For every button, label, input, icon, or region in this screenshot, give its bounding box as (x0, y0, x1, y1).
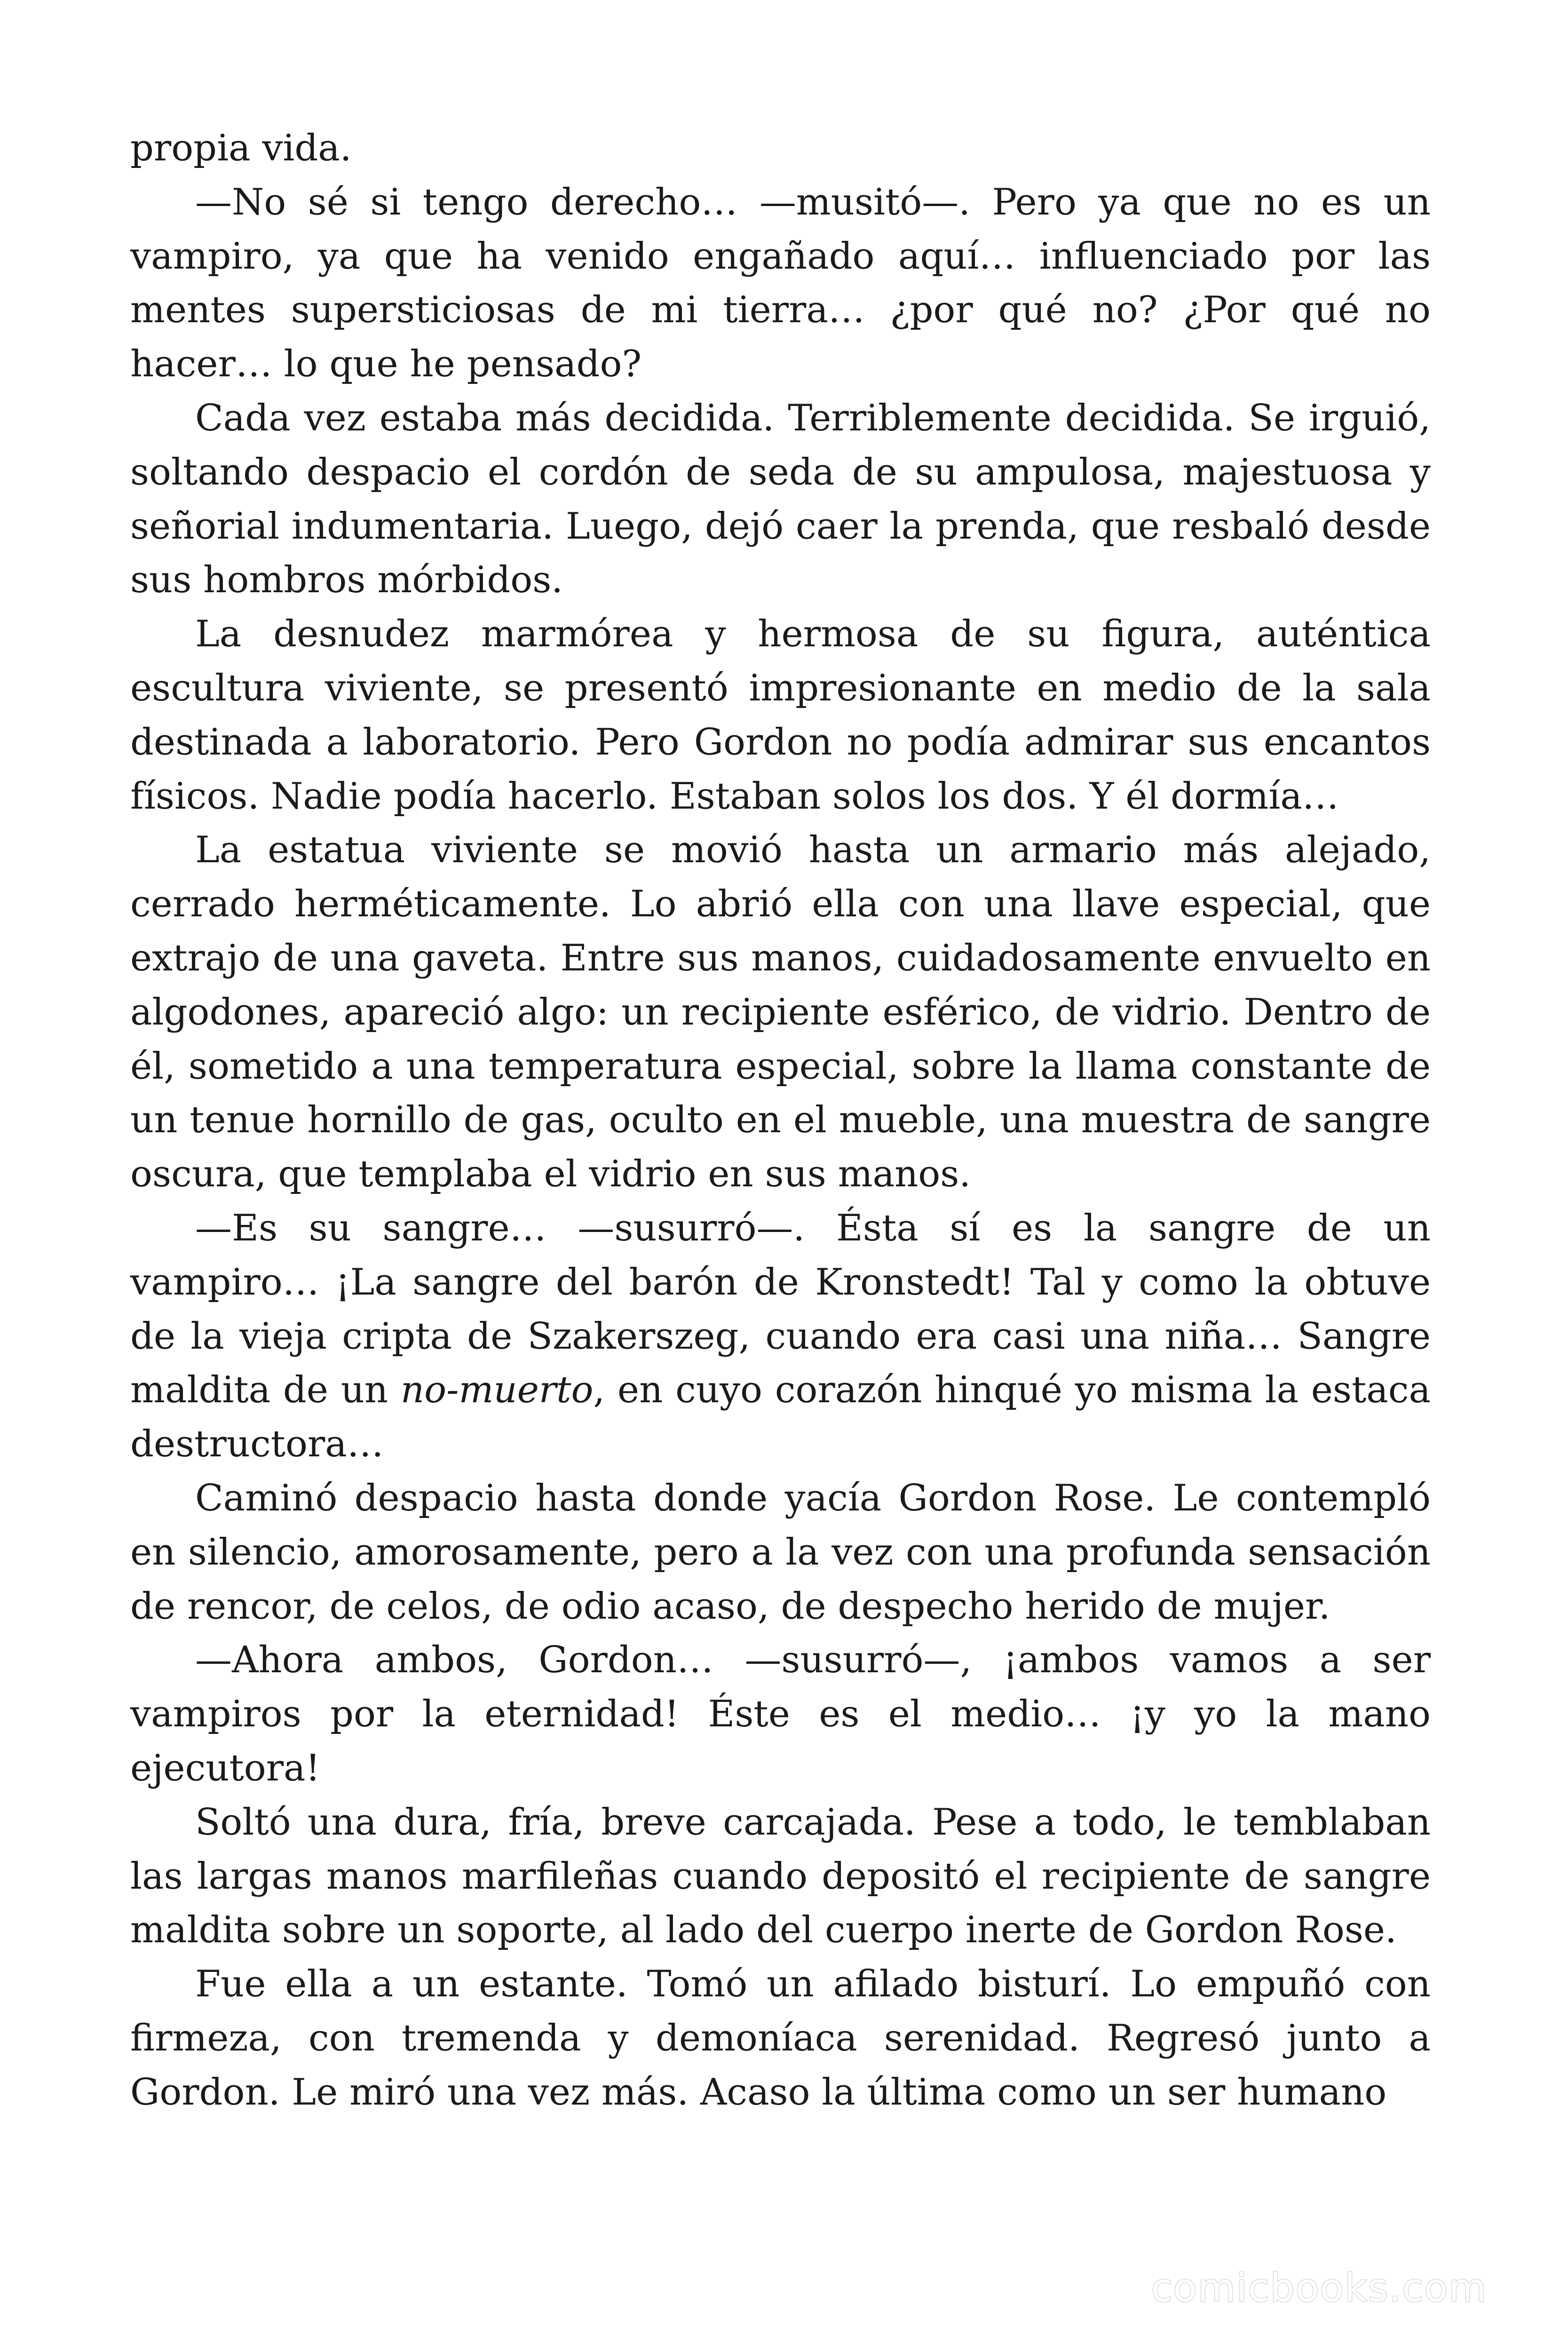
paragraph-2: —No sé si tengo derecho… —musitó—. Pero ya que no es un vampiro, ya que ha venido engañado aquí… influenciado por las mentes supersticiosas de mi tierra… ¿por qué no? ¿Por qué no hacer… lo que he pensado? (130, 181, 1431, 386)
watermark-text: comicbooks.com (1151, 2266, 1488, 2311)
paragraph-5: La estatua viviente se movió hasta un armario más alejado, cerrado herméticamente. Lo abrió ella con una llave especial, que extrajo de una gaveta. Entre sus manos, cuidadosamente envuelto en algodones, apareció algo: un recipiente esférico, de vidrio. Dentro de él, sometido a una temperatura especial, sobre la llama constante de un tenue hornillo de gas, oculto en el mueble, una muestra de sangre oscura, que templaba el vidrio en sus manos. (130, 829, 1431, 1196)
paragraph-10: Fue ella a un estante. Tomó un afilado bisturí. Lo empuñó con firmeza, con tremenda y demoníaca serenidad. Regresó junto a Gordon. Le miró una vez más. Acaso la última como un ser humano (130, 1963, 1431, 2114)
watermark-logo (1143, 2254, 1496, 2325)
paragraph-4: La desnudez marmórea y hermosa de su figura, auténtica escultura viviente, se presentó impresionante en medio de la sala destinada a laboratorio. Pero Gordon no podía admirar sus encantos físicos. Nadie podía hacerlo. Estaban solos los dos. Y él dormía… (130, 613, 1431, 818)
paragraph-6-before: —Es su sangre… —susurró—. Ésta sí es la sangre de un vampiro… ¡La sangre del barón de Kronstedt! Tal y como la obtuve de la vieja cripta de Szakerszeg, cuando era casi una niña… Sangre maldita de un (130, 1207, 1431, 1412)
paragraph-8: —Ahora ambos, Gordon… —susurró—, ¡ambos vamos a ser vampiros por la eternidad! Éste es el medio… ¡y yo la mano ejecutora! (130, 1639, 1431, 1789)
paragraph-9: Soltó una dura, fría, breve carcajada. Pese a todo, le temblaban las largas manos marfileñas cuando depositó el recipiente de sangre maldita sobre un soporte, al lado del cuerpo inerte de Gordon Rose. (130, 1801, 1431, 1952)
paragraph-6 (130, 1201, 1431, 1471)
paragraph-3: Cada vez estaba más decidida. Terriblemente decidida. Se irguió, soltando despacio el cordón de seda de su ampulosa, majestuosa y señorial indumentaria. Luego, dejó caer la prenda, que resbaló desde sus hombros mórbidos. (130, 397, 1431, 602)
paragraph-1: propia vida. (130, 127, 352, 169)
paragraph-6-after: , en cuyo corazón hinqué yo misma la estaca destructora… (130, 1369, 1431, 1466)
paragraph-6-emphasis: no-muerto (400, 1369, 594, 1412)
page-text (130, 121, 1431, 2119)
paragraph-7: Caminó despacio hasta donde yacía Gordon Rose. Le contempló en silencio, amorosamente, pero a la vez con una profunda sensación de rencor, de celos, de odio acaso, de despecho herido de mujer. (130, 1477, 1431, 1628)
